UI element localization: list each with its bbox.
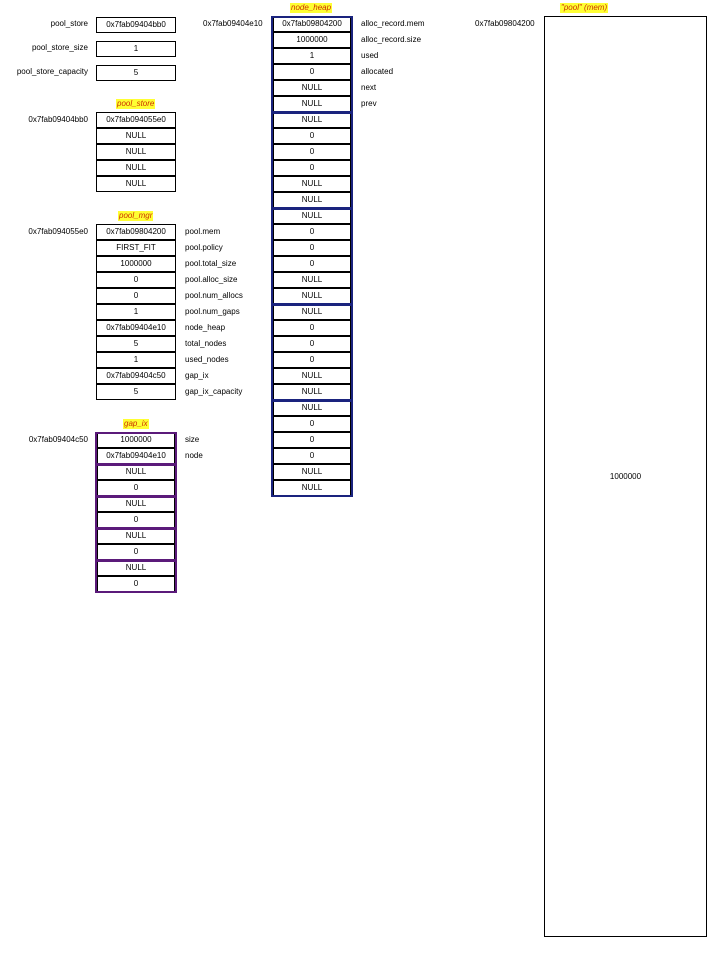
- node-heap-address: 0x7fab09404e10: [203, 19, 263, 28]
- pool-store-cell: NULL: [96, 128, 176, 144]
- pool-mgr-field-value: 0: [96, 272, 176, 288]
- pool-store-title: pool_store: [117, 99, 155, 108]
- pool-mem-block: [544, 16, 707, 937]
- pool-mem-size: 1000000: [609, 472, 642, 481]
- pool-store-size-value: 1: [96, 41, 176, 57]
- pool-mgr-title: pool_mgr: [119, 211, 153, 220]
- node-heap-cell: 0: [273, 336, 351, 352]
- gap-ix-cell: NULL: [97, 560, 175, 576]
- gap-ix-cell: 1000000: [97, 432, 175, 448]
- node-heap-cell: 0: [273, 64, 351, 80]
- pool-mgr-field-label: pool.num_gaps: [185, 307, 240, 316]
- gap-ix-field-label: node: [185, 451, 203, 460]
- node-heap-cell: 0: [273, 352, 351, 368]
- node-heap-cell: NULL: [273, 480, 351, 496]
- pool-mgr-field-value: 5: [96, 384, 176, 400]
- node-heap-cell: NULL: [273, 176, 351, 192]
- pool-store-cell: NULL: [96, 144, 176, 160]
- gap-ix-field-label: size: [185, 435, 200, 444]
- node-heap-cell: NULL: [273, 400, 351, 416]
- pool-store-size-label: pool_store_size: [31, 43, 88, 52]
- node-heap-cell: 0: [273, 432, 351, 448]
- node-heap-cell: NULL: [273, 192, 351, 208]
- pool-store-cell: NULL: [96, 176, 176, 192]
- pool-mgr-field-value: 1: [96, 304, 176, 320]
- pool-mem-address: 0x7fab09804200: [475, 19, 535, 28]
- node-heap-cell: NULL: [273, 80, 351, 96]
- node-heap-cell: 0: [273, 160, 351, 176]
- pool-mgr-field-value: 1000000: [96, 256, 176, 272]
- gap-ix-title: gap_ix: [124, 419, 148, 428]
- pool-mgr-field-label: pool.mem: [185, 227, 221, 236]
- pool-mgr-field-value: 5: [96, 336, 176, 352]
- pool-mem-title: "pool" (mem): [561, 3, 608, 12]
- node-heap-field-label: next: [361, 83, 377, 92]
- node-heap-field-label: used: [361, 51, 379, 60]
- pool-store-cell: 0x7fab094055e0: [96, 112, 176, 128]
- node-heap-cell: 0: [273, 128, 351, 144]
- node-heap-cell: NULL: [273, 384, 351, 400]
- node-heap-cell: NULL: [273, 208, 351, 224]
- node-heap-title: node_heap: [291, 3, 332, 12]
- pool-mgr-field-value: 0x7fab09404e10: [96, 320, 176, 336]
- gap-ix-cell: NULL: [97, 496, 175, 512]
- node-heap-field-label: alloc_record.size: [361, 35, 422, 44]
- gap-ix-address: 0x7fab09404c50: [28, 435, 88, 444]
- gap-ix-cell: NULL: [97, 464, 175, 480]
- pool-mgr-field-label: gap_ix_capacity: [185, 387, 243, 396]
- node-heap-cell: 1000000: [273, 32, 351, 48]
- node-heap-field-label: alloc_record.mem: [361, 19, 425, 28]
- node-heap-cell: 0: [273, 448, 351, 464]
- pool-mgr-field-label: pool.total_size: [185, 259, 237, 268]
- pool-mgr-field-label: gap_ix: [185, 371, 209, 380]
- node-heap-cell: 0: [273, 224, 351, 240]
- pool-mgr-field-label: pool.alloc_size: [185, 275, 238, 284]
- pool-mgr-field-label: total_nodes: [185, 339, 227, 348]
- pool-store-capacity-label: pool_store_capacity: [16, 67, 88, 76]
- gap-ix-cell: 0x7fab09404e10: [97, 448, 175, 464]
- node-heap-cell: 0: [273, 416, 351, 432]
- node-heap-cell: 1: [273, 48, 351, 64]
- node-heap-cell: NULL: [273, 112, 351, 128]
- pool-mgr-field-value: 1: [96, 352, 176, 368]
- node-heap-cell: NULL: [273, 288, 351, 304]
- node-heap-cell: 0: [273, 320, 351, 336]
- node-heap-cell: 0: [273, 256, 351, 272]
- node-heap-cell: 0x7fab09804200: [273, 16, 351, 32]
- gap-ix-cell: 0: [97, 480, 175, 496]
- node-heap-cell: NULL: [273, 96, 351, 112]
- pool-mgr-field-label: pool.policy: [185, 243, 223, 252]
- node-heap-cell: NULL: [273, 272, 351, 288]
- pool-store-label: pool_store: [50, 19, 88, 28]
- pool-mgr-field-value: 0x7fab09404c50: [96, 368, 176, 384]
- gap-ix-cell: 0: [97, 512, 175, 528]
- pool-mgr-address: 0x7fab094055e0: [28, 227, 88, 236]
- pool-mgr-field-value: FIRST_FIT: [96, 240, 176, 256]
- node-heap-field-label: prev: [361, 99, 377, 108]
- node-heap-cell: 0: [273, 240, 351, 256]
- node-heap-cell: 0: [273, 144, 351, 160]
- node-heap-cell: NULL: [273, 464, 351, 480]
- pool-store-cell: NULL: [96, 160, 176, 176]
- pool-store-capacity-value: 5: [96, 65, 176, 81]
- gap-ix-cell: 0: [97, 576, 175, 592]
- pool-mgr-field-label: pool.num_allocs: [185, 291, 243, 300]
- node-heap-field-label: allocated: [361, 67, 394, 76]
- node-heap-cell: NULL: [273, 368, 351, 384]
- node-heap-cell: NULL: [273, 304, 351, 320]
- pool-store-address: 0x7fab09404bb0: [28, 115, 88, 124]
- pool-mgr-field-value: 0: [96, 288, 176, 304]
- pool-mgr-field-value: 0x7fab09804200: [96, 224, 176, 240]
- gap-ix-cell: NULL: [97, 528, 175, 544]
- gap-ix-cell: 0: [97, 544, 175, 560]
- pool-store-value: 0x7fab09404bb0: [96, 17, 176, 33]
- pool-mgr-field-label: used_nodes: [185, 355, 229, 364]
- pool-mgr-field-label: node_heap: [185, 323, 226, 332]
